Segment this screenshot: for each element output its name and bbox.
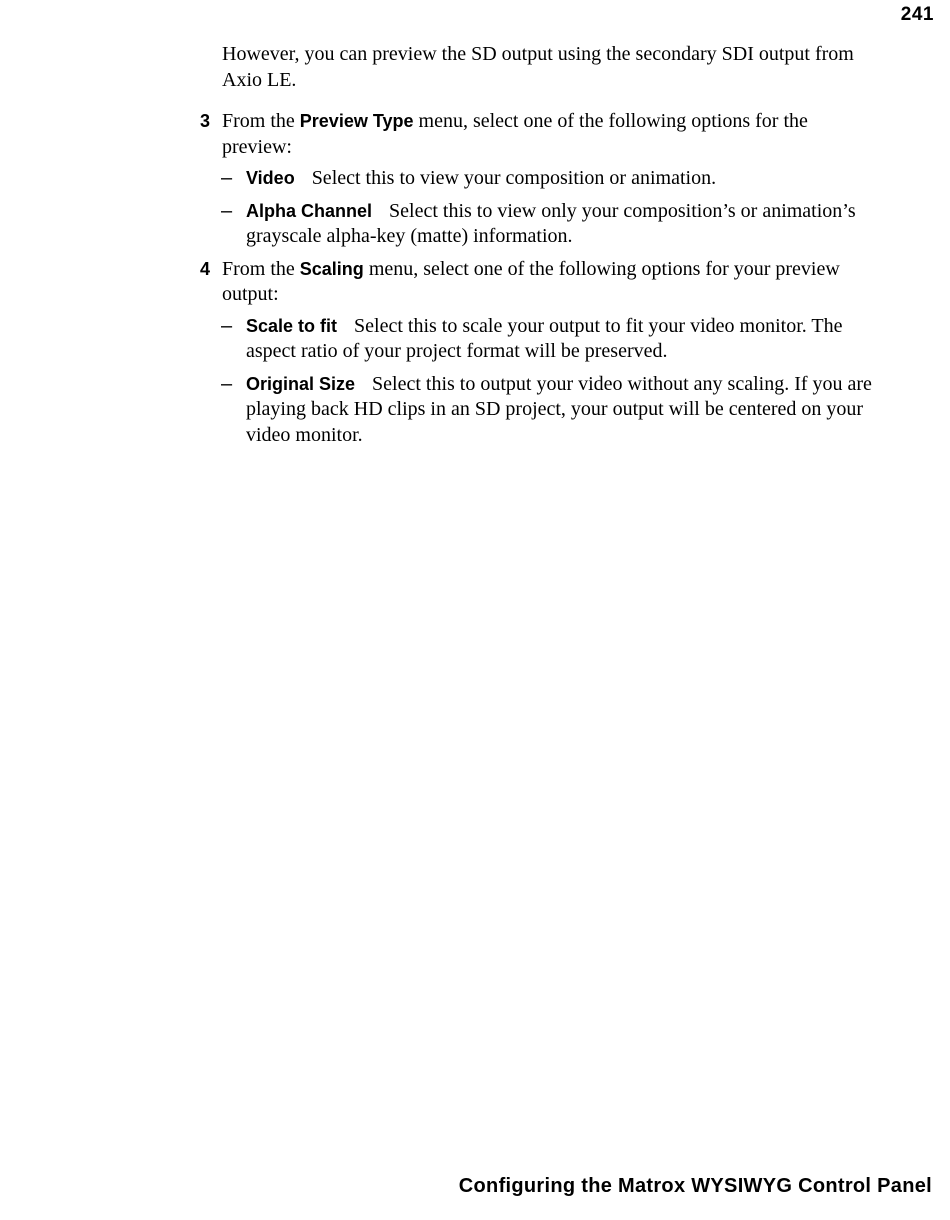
option-list [222,314,877,449]
running-footer: Configuring the Matrox WYSIWYG Control Panel [458,1175,932,1197]
dash-marker: – [221,314,233,337]
dash-marker: – [221,372,233,395]
step-text-after: menu, select one of the following options for the preview: [222,110,808,158]
dash-marker: – [221,199,233,222]
option-list [222,166,877,250]
step-number: 3 [200,111,211,131]
dash-marker: – [221,167,233,189]
option-original-size [221,372,876,449]
menu-name-scaling: Scaling [299,258,364,279]
step-3 [200,109,877,250]
step-text-before: From the [222,110,300,132]
option-description: Select this to scale your output to fit your video monitor. The aspect ratio of your project format will be preserved. [246,314,843,362]
step-number: 4 [200,258,211,279]
option-term: Video [246,168,295,188]
option-video [221,166,876,192]
step-text-after: menu, select one of the following options for your preview output: [222,257,840,305]
option-description: Select this to view your composition or animation. [311,167,717,189]
option-term: Alpha Channel [246,200,373,221]
step-4 [200,257,877,449]
page-content [0,42,950,455]
step-text-before: From the [222,257,300,280]
menu-name-preview-type: Preview Type [299,111,414,131]
option-alpha-channel [221,199,876,250]
intro-paragraph: However, you can preview the SD output using the secondary SDI output from Axio LE. [222,43,854,91]
option-term: Scale to fit [246,315,338,336]
option-description: Select this to view only your composition’s or animation’s grayscale alpha-key (matte) information. [246,199,856,247]
option-term: Original Size [246,373,356,394]
option-description: Select this to output your video without any scaling. If you are playing back HD clips in an SD project, your output will be centered on your video monitor. [246,372,872,446]
page-number: 241 [900,4,934,25]
option-scale-to-fit [221,314,876,365]
